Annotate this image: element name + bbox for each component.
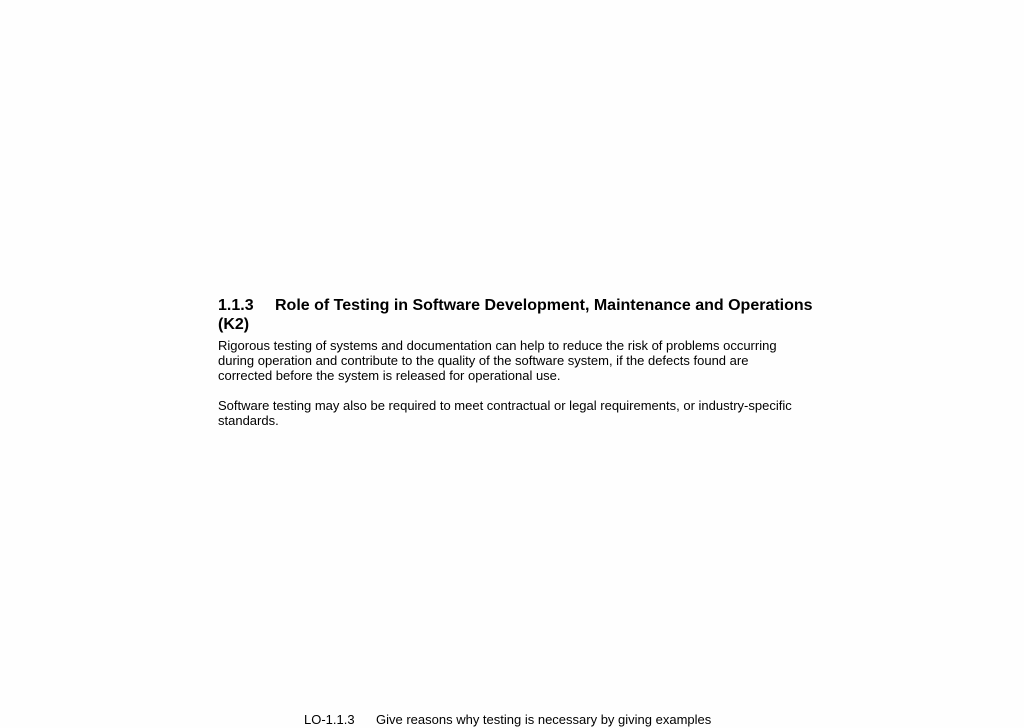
section-number: 1.1.3: [218, 297, 254, 314]
section-1-1-3: [218, 296, 818, 428]
learning-objective-text: Give reasons why testing is necessary by giving examples: [376, 712, 712, 727]
paragraph: Rigorous testing of systems and documentation can help to reduce the risk of problems occurring during operation and contribute to the quality of the software system, if the defects found are corrected before the system is released for operational use.: [218, 338, 777, 383]
section-heading: [218, 296, 818, 334]
paragraph: Software testing may also be required to meet contractual or legal requirements, or industry-specific standards.: [218, 398, 792, 428]
learning-objective: [304, 712, 711, 727]
section-title: Role of Testing in Software Development, Maintenance and Operations (K2): [218, 297, 813, 333]
learning-objective-code: LO-1.1.3: [304, 712, 355, 727]
